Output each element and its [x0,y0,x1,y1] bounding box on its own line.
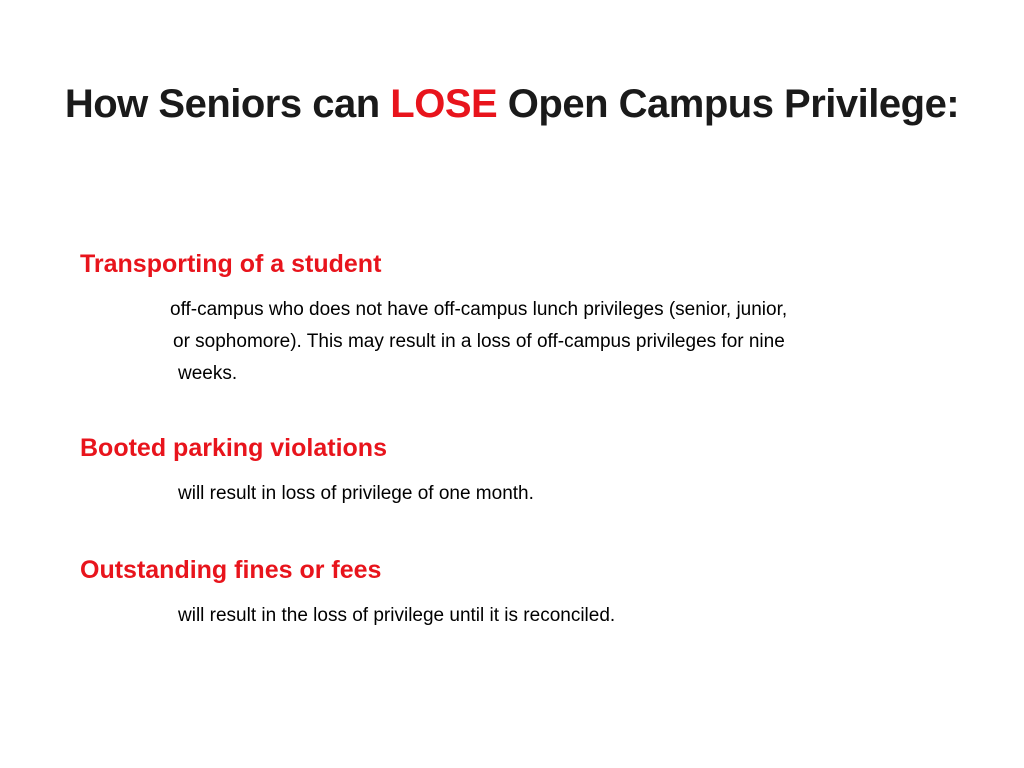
transporting-line-2: or sophomore). This may result in a loss of off-campus privileges for nine [173,331,785,352]
slide-title [0,82,1024,127]
heading-outstanding-fines: Outstanding fines or fees [80,556,382,584]
title-part-2: Open Campus Privilege: [497,82,960,126]
transporting-line-1: off-campus who does not have off-campus lunch privileges (senior, junior, [170,299,788,320]
heading-booted-parking: Booted parking violations [80,434,387,462]
transporting-line-3: weeks. [178,363,238,384]
heading-transporting-student: Transporting of a student [80,250,382,278]
title-part-1: How Seniors can [64,82,391,126]
outstanding-fines-line-1: will result in the loss of privilege until it is reconciled. [178,605,616,626]
title-accent-word: LOSE [390,82,498,126]
booted-parking-line-1: will result in loss of privilege of one month. [178,483,534,504]
